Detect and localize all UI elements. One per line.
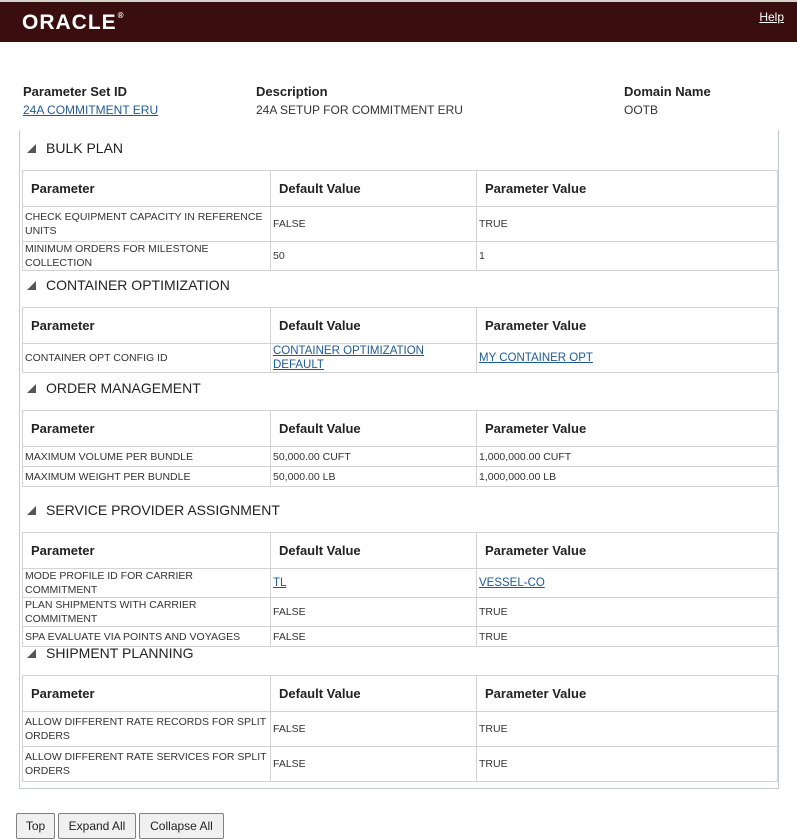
parameter-cell: MAXIMUM VOLUME PER BUNDLE: [23, 447, 271, 467]
table-header-row: [23, 171, 778, 207]
parameter-cell: CHECK EQUIPMENT CAPACITY IN REFERENCE UNITS: [23, 207, 271, 242]
description-field: [256, 84, 463, 117]
parameter-cell: PLAN SHIPMENTS WITH CARRIER COMMITMENT: [23, 598, 271, 627]
section-header-bulk-plan[interactable]: [27, 139, 123, 157]
table-row: [23, 569, 778, 598]
parameter-cell: SPA EVALUATE VIA POINTS AND VOYAGES: [23, 627, 271, 647]
collapse-all-button[interactable]: Collapse All: [139, 813, 224, 839]
table-header-row: [23, 533, 778, 569]
top-bar: [0, 0, 797, 42]
help-link[interactable]: Help: [759, 10, 784, 24]
column-header-parameter-value: Parameter Value: [477, 308, 778, 344]
column-header-default-value: Default Value: [271, 411, 477, 447]
order-management-table: [22, 410, 778, 487]
parameter-value-cell: TRUE: [477, 747, 778, 782]
default-value-cell: 50,000.00 CUFT: [271, 447, 477, 467]
section-title: ORDER MANAGEMENT: [46, 380, 201, 396]
collapse-triangle-icon[interactable]: [27, 384, 36, 393]
table-row: [23, 344, 778, 373]
section-header-container-optimization[interactable]: [27, 276, 230, 294]
section-title: BULK PLAN: [46, 140, 124, 156]
column-header-parameter-value: Parameter Value: [477, 676, 778, 712]
parameter-value-cell: 1,000,000.00 CUFT: [477, 447, 778, 467]
column-header-default-value: Default Value: [271, 533, 477, 569]
parameter-value-cell: TRUE: [477, 207, 778, 242]
parameter-value-cell: 1: [477, 242, 778, 271]
default-value-cell: FALSE: [271, 712, 477, 747]
default-value-cell: FALSE: [271, 747, 477, 782]
param-set-field: [23, 84, 158, 117]
table-row: [23, 447, 778, 467]
logo-text: ORACLE: [22, 11, 117, 34]
parameter-cell: CONTAINER OPT CONFIG ID: [23, 344, 271, 373]
section-title: SERVICE PROVIDER ASSIGNMENT: [46, 502, 280, 518]
column-header-default-value: Default Value: [271, 676, 477, 712]
default-value-link[interactable]: TL: [271, 569, 477, 598]
oracle-logo: [22, 11, 124, 35]
collapse-triangle-icon[interactable]: [27, 649, 36, 658]
default-value-cell: FALSE: [271, 598, 477, 627]
default-value-cell: 50,000.00 LB: [271, 467, 477, 487]
table-row: [23, 207, 778, 242]
expand-all-button[interactable]: Expand All: [58, 813, 136, 839]
column-header-parameter: Parameter: [23, 533, 271, 569]
default-value-cell: FALSE: [271, 207, 477, 242]
container-optimization-table: [22, 307, 778, 373]
default-value-link[interactable]: CONTAINER OPTIMIZATION DEFAULT: [271, 344, 477, 373]
table-row: [23, 598, 778, 627]
column-header-parameter-value: Parameter Value: [477, 411, 778, 447]
section-title: CONTAINER OPTIMIZATION: [46, 277, 230, 293]
column-header-parameter: Parameter: [23, 411, 271, 447]
bulk-plan-table: [22, 170, 778, 271]
service-provider-assignment-table: [22, 532, 778, 647]
domain-label: Domain Name: [624, 84, 711, 99]
description-label: Description: [256, 84, 328, 99]
collapse-triangle-icon[interactable]: [27, 506, 36, 515]
table-row: [23, 747, 778, 782]
parameter-value-cell: TRUE: [477, 712, 778, 747]
table-row: [23, 242, 778, 271]
parameter-value-cell: 1,000,000.00 LB: [477, 467, 778, 487]
column-header-parameter: Parameter: [23, 308, 271, 344]
column-header-default-value: Default Value: [271, 308, 477, 344]
default-value-cell: 50: [271, 242, 477, 271]
parameter-cell: MODE PROFILE ID FOR CARRIER COMMITMENT: [23, 569, 271, 598]
parameter-cell: MAXIMUM WEIGHT PER BUNDLE: [23, 467, 271, 487]
domain-value: OOTB: [624, 103, 659, 117]
shipment-planning-table: [22, 675, 778, 782]
parameter-value-cell: TRUE: [477, 598, 778, 627]
section-header-shipment-planning[interactable]: [27, 644, 194, 662]
table-header-row: [23, 676, 778, 712]
param-set-label: Parameter Set ID: [23, 84, 128, 99]
parameter-value-link[interactable]: VESSEL-CO: [477, 569, 778, 598]
domain-field: [624, 84, 711, 117]
column-header-parameter: Parameter: [23, 676, 271, 712]
section-header-service-provider-assignment[interactable]: [27, 501, 280, 519]
column-header-default-value: Default Value: [271, 171, 477, 207]
section-title: SHIPMENT PLANNING: [46, 645, 194, 661]
top-button[interactable]: Top: [16, 813, 55, 839]
column-header-parameter: Parameter: [23, 171, 271, 207]
param-set-link[interactable]: 24A COMMITMENT ERU: [23, 103, 159, 117]
table-row: [23, 712, 778, 747]
parameter-cell: MINIMUM ORDERS FOR MILESTONE COLLECTION: [23, 242, 271, 271]
table-header-row: [23, 308, 778, 344]
table-row: [23, 467, 778, 487]
section-header-order-management[interactable]: [27, 379, 201, 397]
collapse-triangle-icon[interactable]: [27, 144, 36, 153]
parameter-cell: ALLOW DIFFERENT RATE SERVICES FOR SPLIT ORDERS: [23, 747, 271, 782]
column-header-parameter-value: Parameter Value: [477, 533, 778, 569]
default-value-cell: FALSE: [271, 627, 477, 647]
parameter-cell: ALLOW DIFFERENT RATE RECORDS FOR SPLIT ORDERS: [23, 712, 271, 747]
column-header-parameter-value: Parameter Value: [477, 171, 778, 207]
logo-registered-mark: ®: [117, 11, 124, 20]
parameter-value-link[interactable]: MY CONTAINER OPT: [477, 344, 778, 373]
table-header-row: [23, 411, 778, 447]
description-value: 24A SETUP FOR COMMITMENT ERU: [256, 103, 463, 117]
parameter-value-cell: TRUE: [477, 627, 778, 647]
collapse-triangle-icon[interactable]: [27, 281, 36, 290]
